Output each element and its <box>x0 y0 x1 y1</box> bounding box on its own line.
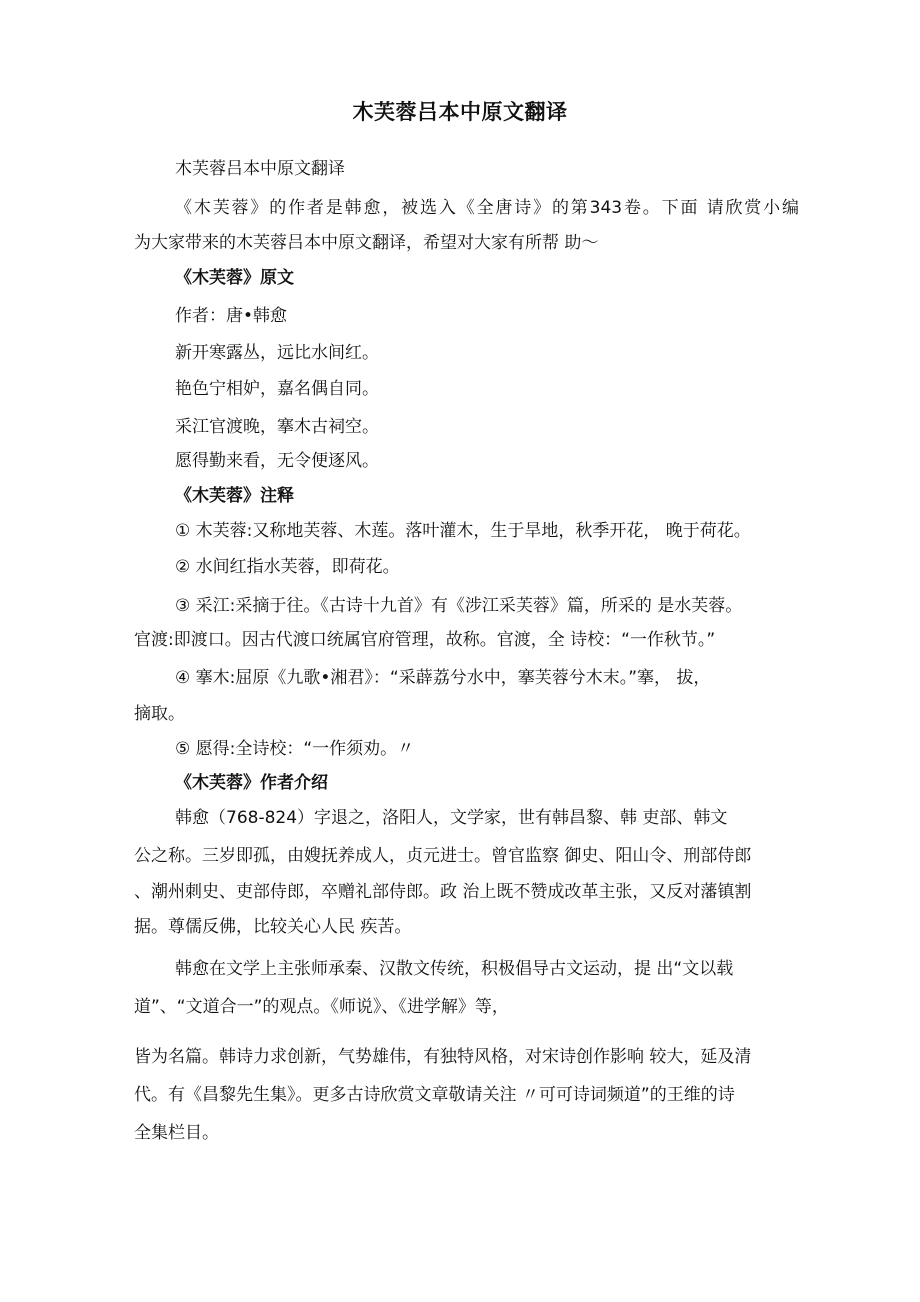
original-heading: 《木芙蓉》原文 <box>175 268 294 288</box>
bio-line-2: 公之称。三岁即孤，由嫂抚养成人，贞元进士。曾官监察 御史、阳山令、刑部侍郎 <box>134 846 752 866</box>
poem-line-4: 愿得勤来看，无令便逐风。 <box>175 451 379 471</box>
note-1: ① 木芙蓉:又称地芙蓉、木莲。落叶灌木，生于旱地，秋季开花， 晚于荷花。 <box>175 521 751 541</box>
bio-line-7: 皆为名篇。韩诗力求创新，气势雄伟，有独特风格，对宋诗创作影响 较大，延及清 <box>134 1047 752 1067</box>
poem-line-2: 艳色宁相妒，嘉名偶自同。 <box>175 379 379 399</box>
author-line: 作者：唐•韩愈 <box>175 306 288 326</box>
intro-line-2: 为大家带来的木芙蓉吕本中原文翻译，希望对大家有所帮 助〜 <box>134 233 599 253</box>
notes-heading: 《木芙蓉》注释 <box>175 486 294 506</box>
note-2: ② 水间红指水芙蓉，即荷花。 <box>175 557 400 577</box>
intro-line-1: 《木芙蓉》的作者是韩愈，被选入《全唐诗》的第343卷。下面 请欣赏小编 <box>175 198 799 218</box>
poem-line-1: 新开寒露丛，远比水间红。 <box>175 343 379 363</box>
bio-line-6: 道”、“文道合一”的观点。《师说》、《进学解》等， <box>134 997 509 1017</box>
bio-line-8: 代。有《昌黎先生集》。更多古诗欣赏文章敬请关注 〃可可诗词频道”的王维的诗 <box>134 1085 735 1105</box>
note-4: ④ 搴木:屈原《九歌•湘君》：“采薜荔兮水中，搴芙蓉兮木末。”搴， 拔， <box>175 668 711 688</box>
bio-line-3: 、潮州刺史、吏部侍郎，卒赠礼部侍郎。政 治上既不赞成改革主张，又反对藩镇割 <box>134 882 752 902</box>
note-3: ③ 采江:采摘于往。《古诗十九首》有《涉江采芙蓉》篇，所采的 是水芙蓉。 <box>175 596 743 616</box>
bio-line-1: 韩愈（768-824）字退之，洛阳人，文学家，世有韩昌黎、韩 吏部、韩文 <box>175 808 728 828</box>
subtitle: 木芙蓉吕本中原文翻译 <box>175 159 345 179</box>
bio-line-4: 据。尊儒反佛，比较关心人民 疾苦。 <box>134 917 412 937</box>
document-title: 木芙蓉吕本中原文翻译 <box>352 100 568 124</box>
poem-line-3: 采江官渡晚，搴木古祠空。 <box>175 417 379 437</box>
bio-line-9: 全集栏目。 <box>134 1123 219 1143</box>
note-4-continued: 摘取。 <box>134 704 185 724</box>
note-3-continued: 官渡:即渡口。因古代渡口统属官府管理，故称。官渡，全 诗校：“一作秋节。” <box>134 630 716 650</box>
bio-line-5: 韩愈在文学上主张师承秦、汉散文传统，积极倡导古文运动，提 出“文以载 <box>175 959 734 979</box>
bio-heading: 《木芙蓉》作者介绍 <box>175 773 328 793</box>
note-5: ⑤ 愿得:全诗校：“一作须劝。〃 <box>175 739 415 759</box>
